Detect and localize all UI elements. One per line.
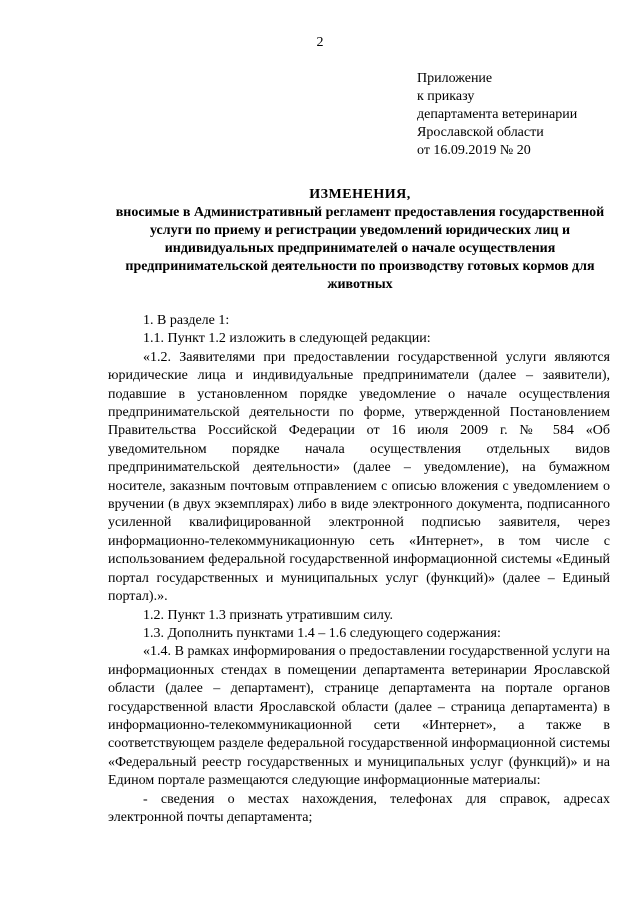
- paragraph: 1.3. Дополнить пунктами 1.4 – 1.6 следующего содержания:: [143, 625, 501, 641]
- appendix-line: к приказу: [417, 89, 475, 104]
- paragraph: 1. В разделе 1:: [143, 313, 230, 328]
- appendix-line: Приложение: [417, 71, 493, 86]
- title-heading: ИЗМЕНЕНИЯ,: [309, 187, 411, 202]
- appendix-line: департамента ветеринарии: [417, 107, 578, 122]
- document-title: [100, 186, 620, 294]
- paragraph: «1.2. Заявителями при предоставлении государственной услуги являются юридические лица и индивидуальные предприниматели (далее – заявители), подавшие в установленном порядке уведомление о начале осуществления предпринимательской деятельности по форме, утвержденной Постановлением Правительства Российской Федерации от 16 июля 2009 г. № 584 «Об уведомительном порядке начала осуществления отдельных видов предпринимательской деятельности» (далее – уведомление), на бумажном носителе, заказным почтовым отправлением с описью вложения с уведомлением о вручении (в двух экземплярах) либо в виде электронного документа, подписанного усиленной квалифицированной электронной подписью заявителя, через информационно-телекоммуникационную сеть «Интернет», в том числе с использованием федеральной государственной информационной системы «Единый портал государственных и муниципальных услуг (функций)» (далее – Единый портал).».: [108, 349, 610, 605]
- paragraph: 1.2. Пункт 1.3 признать утратившим силу.: [143, 607, 393, 623]
- appendix-line: Ярославской области: [417, 125, 544, 140]
- page-number: 2: [316, 35, 324, 50]
- document-body: [108, 312, 610, 827]
- paragraph: «1.4. В рамках информирования о предоставлении государственной услуги на информационных стендах в помещении департамента ветеринарии Ярославской области (далее – департамент), странице департамента на портале органов государственной власти Ярославской области (далее – страница департамента) в информационно-телекоммуникационной сети «Интернет», а также в соответствующем разделе федеральной государственной информационной системы «Федеральный реестр государственных и муниципальных услуг (функций)» и на Едином портале размещаются следующие информационные материалы:: [108, 644, 610, 789]
- title-subtitle: вносимые в Административный регламент предоставления государственной услуги по приему и регистрации уведомлений юридических лиц и индивидуальных предпринимателей о начале осуществления предпринимательской деятельности по производству готовых кормов для животных: [115, 205, 605, 292]
- paragraph: 1.1. Пункт 1.2 изложить в следующей редакции:: [143, 331, 431, 347]
- appendix-block: [417, 70, 632, 160]
- appendix-line: от 16.09.2019 № 20: [417, 143, 531, 158]
- paragraph: - сведения о местах нахождения, телефонах для справок, адресах электронной почты департамента;: [108, 791, 610, 825]
